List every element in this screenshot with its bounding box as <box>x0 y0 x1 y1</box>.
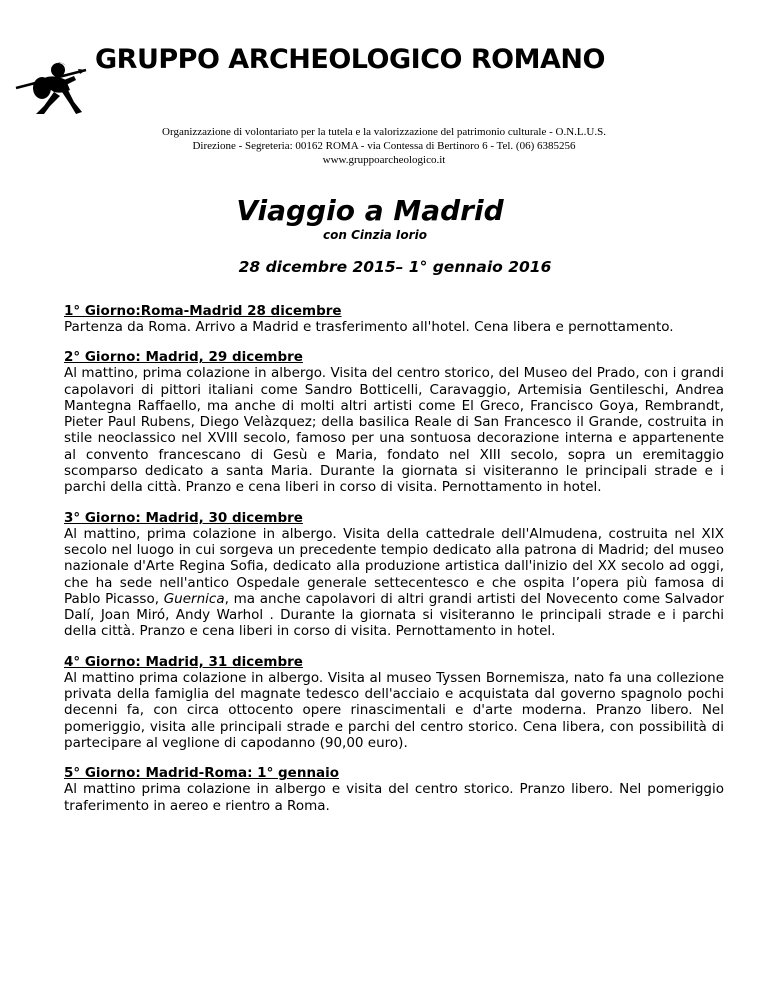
day-description <box>64 526 724 640</box>
itinerary-day-3 <box>64 510 724 640</box>
organization-website: www.gruppoarcheologico.it <box>322 154 446 166</box>
day-heading: 5° Giorno: Madrid-Roma: 1° gennaio <box>64 765 340 782</box>
organization-name: GRUPPO ARCHEOLOGICO ROMANO <box>95 44 605 75</box>
day-description: Al mattino prima colazione in albergo. Visita al museo Tyssen Bornemisza, nato fa una collezione privata della famiglia del magnate tedesco dell'acciaio e acquistata dal governo spagnolo pochi decenni fa, con circa ottocento opere rinascimentali e d'arte moderna. Pranzo libero. Nel pomeriggio, visita alle principali strade e parchi del centro storico. Cena libera, con possibilità di partecipare al veglione di capodanno (90,00 euro). <box>64 669 724 751</box>
trip-dates: 28 dicembre 2015– 1° gennaio 2016 <box>238 258 552 276</box>
day-description-part: , ma anche capolavori di altri grandi artisti del Novecento come Salvador Dalí, Joan Miró, Andy Warhol . Durante la giornata si visiteranno le principali strade e i parchi della città. Pranzo e cena liberi in corso di visita. Pernottamento in hotel. <box>64 590 724 640</box>
day-heading: 4° Giorno: Madrid, 31 dicembre <box>64 653 303 670</box>
artwork-title: Guernica <box>163 590 225 607</box>
itinerary-day-4 <box>64 654 724 751</box>
day-description-part: Al mattino, prima colazione in albergo. Visita della cattedrale dell'Almudena, costruita nel XIX secolo nel luogo in cui sorgeva un precedente tempio dedicato alla patrona di Madrid; del museo nazionale d'Arte Regina Sofia, dedicato alla produzione artistica dall'inizio del XX secolo ad oggi, che ha sede nell'antico Ospedale generale settecentesco e che ospita l’opera più famosa di Pablo Picasso, <box>64 525 724 607</box>
itinerary-day-2 <box>64 349 724 495</box>
itinerary <box>64 303 724 828</box>
trip-subtitle: con Cinzia Iorio <box>323 228 427 242</box>
organization-address: Direzione - Segreteria: 00162 ROMA - via Contessa di Bertinoro 6 - Tel. (06) 6385256 <box>192 140 576 152</box>
day-heading: 1° Giorno:Roma-Madrid 28 dicembre <box>64 303 342 319</box>
trip-title: Viaggio a Madrid <box>236 194 504 227</box>
itinerary-day-5 <box>64 765 724 814</box>
day-heading: 2° Giorno: Madrid, 29 dicembre <box>64 349 303 366</box>
day-description: Partenza da Roma. Arrivo a Madrid e trasferimento all'hotel. Cena libera e pernottamento. <box>64 319 674 335</box>
day-description: Al mattino, prima colazione in albergo. Visita del centro storico, del Museo del Prado, con i grandi capolavori di pittori italiani come Sandro Botticelli, Caravaggio, Artemisia Gentileschi, Andrea Mantegna Raffaello, ma anche di molti altri artisti come El Greco, Francisco Goya, Rembrandt, Pieter Paul Rubens, Diego Velàzquez; della basilica Reale di San Francesco il Grande, costruita in stile neoclassico nel XVIII secolo, famoso per una sontuosa decorazione interna e appartenente al convento francescano di Gesù e Maria, fondato nel XIII secolo, sopra un eremitaggio scomparso dedicato a santa Maria. Durante la giornata si visiteranno le principali strade e i parchi della città. Pranzo e cena liberi in corso di visita. Pernottamento in hotel. <box>64 365 724 496</box>
day-heading: 3° Giorno: Madrid, 30 dicembre <box>64 509 303 526</box>
warrior-logo-icon <box>14 58 88 118</box>
organization-info <box>0 125 768 167</box>
day-description: Al mattino prima colazione in albergo e visita del centro storico. Pranzo libero. Nel pomeriggio traferimento in aereo e rientro a Roma. <box>64 781 724 814</box>
organization-description: Organizzazione di volontariato per la tutela e la valorizzazione del patrimonio culturale - O.N.L.U.S. <box>162 126 606 138</box>
itinerary-day-1 <box>64 303 724 335</box>
